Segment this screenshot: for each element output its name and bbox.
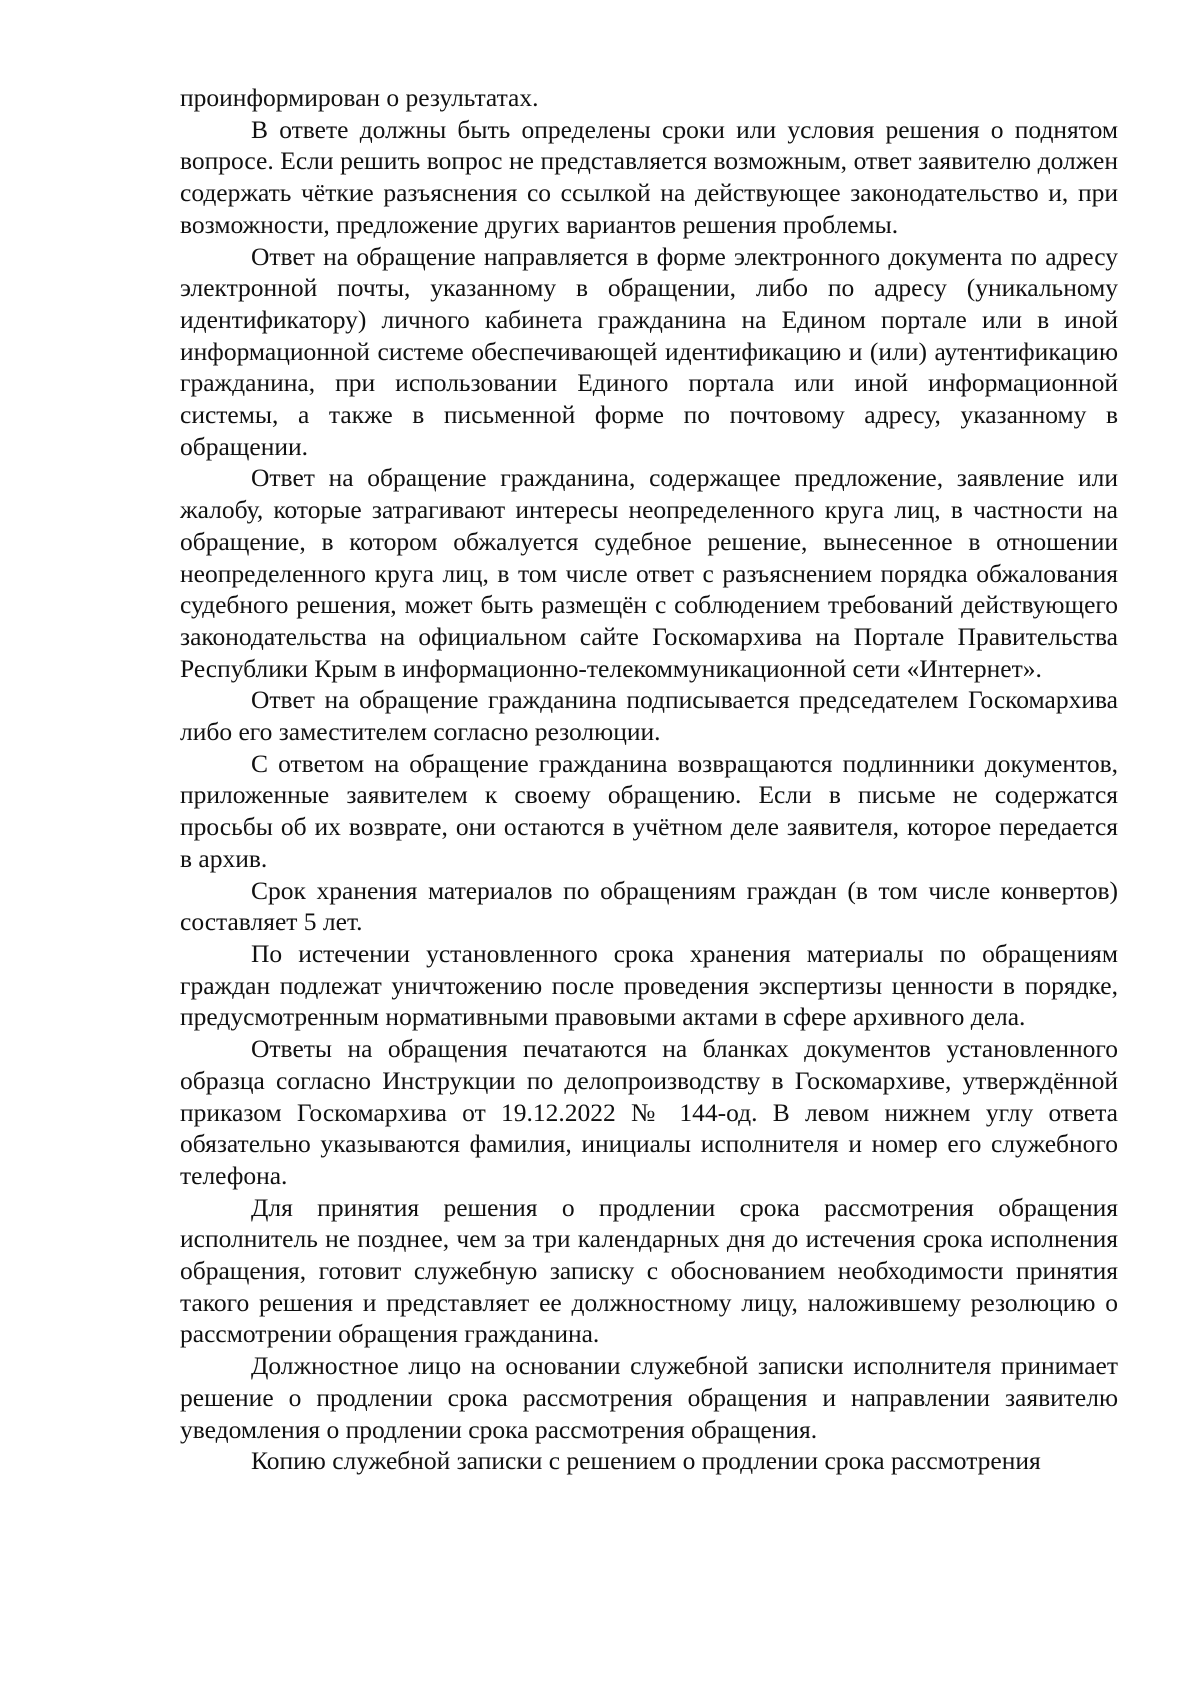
paragraph-destruction: По истечении установленного срока хранения материалы по обращениям граждан подлежат уничтожению после проведения экспертизы ценности в порядке, предусмотренным нормативными правовыми актами в сфере архивного дела. xyxy=(180,938,1118,1032)
paragraph-answer-terms: В ответе должны быть определены сроки или условия решения о поднятом вопросе. Если решить вопрос не представляется возможным, ответ заявителю должен содержать чёткие разъяснения со ссылкой на действующее законодательство и, при возможности, предложение других вариантов решения проблемы. xyxy=(180,114,1118,239)
paragraph-answer-publication: Ответ на обращение гражданина, содержащее предложение, заявление или жалобу, которые затрагивают интересы неопределенного круга лиц, в частности на обращение, в котором обжалуется судебное решение, вынесенное в отношении неопределенного круга лиц, в том числе ответ с разъяснением порядка обжалования судебного решения, может быть размещён с соблюдением требований действующего законодательства на официальном сайте Госкомархива на Портале Правительства Республики Крым в информационно-телекоммуникационной сети «Интернет». xyxy=(180,463,1118,683)
paragraph-storage-term: Срок хранения материалов по обращениям граждан (в том числе конвертов) составляет 5 лет. xyxy=(180,875,1118,937)
paragraph-answer-signature: Ответ на обращение гражданина подписывается председателем Госкомархива либо его заместителем согласно резолюции. xyxy=(180,685,1118,747)
paragraph-originals-return: С ответом на обращение гражданина возвращаются подлинники документов, приложенные заявителем к своему обращению. Если в письме не содержатся просьбы об их возврате, они остаются в учётном деле заявителя, которое передается в архив. xyxy=(180,748,1118,873)
paragraph-extension-decision: Должностное лицо на основании служебной записки исполнителя принимает решение о продлении срока рассмотрения обращения и направлении заявителю уведомления о продлении срока рассмотрения обращения. xyxy=(180,1351,1118,1444)
paragraph-continuation: проинформирован о результатах. xyxy=(180,83,539,112)
paragraph-letterhead: Ответы на обращения печатаются на бланках документов установленного образца согласно Инструкции по делопроизводству в Госкомархиве, утверждённой приказом Госкомархива от 19.12.2022 № 144-од. В левом нижнем углу ответа обязательно указываются фамилия, инициалы исполнителя и номер его служебного телефона. xyxy=(180,1034,1118,1190)
paragraph-memo-copy: Копию служебной записки с решением о продлении срока рассмотрения xyxy=(251,1446,1041,1476)
document-body xyxy=(180,82,1118,1477)
paragraph-answer-delivery: Ответ на обращение направляется в форме электронного документа по адресу электронной почты, указанному в обращении, либо по адресу (уникальному идентификатору) личного кабинета гражданина на Едином портале или в иной информационной системе обеспечивающей идентификацию и (или) аутентификацию гражданина, при использовании Единого портала или иной информационной системы, а также в письменной форме по почтовому адресу, указанному в обращении. xyxy=(180,241,1118,461)
paragraph-extension-request: Для принятия решения о продлении срока рассмотрения обращения исполнитель не позднее, чем за три календарных дня до истечения срока исполнения обращения, готовит служебную записку с обоснованием необходимости принятия такого решения и представляет ее должностному лицу, наложившему резолюцию о рассмотрении обращения гражданина. xyxy=(180,1192,1118,1349)
